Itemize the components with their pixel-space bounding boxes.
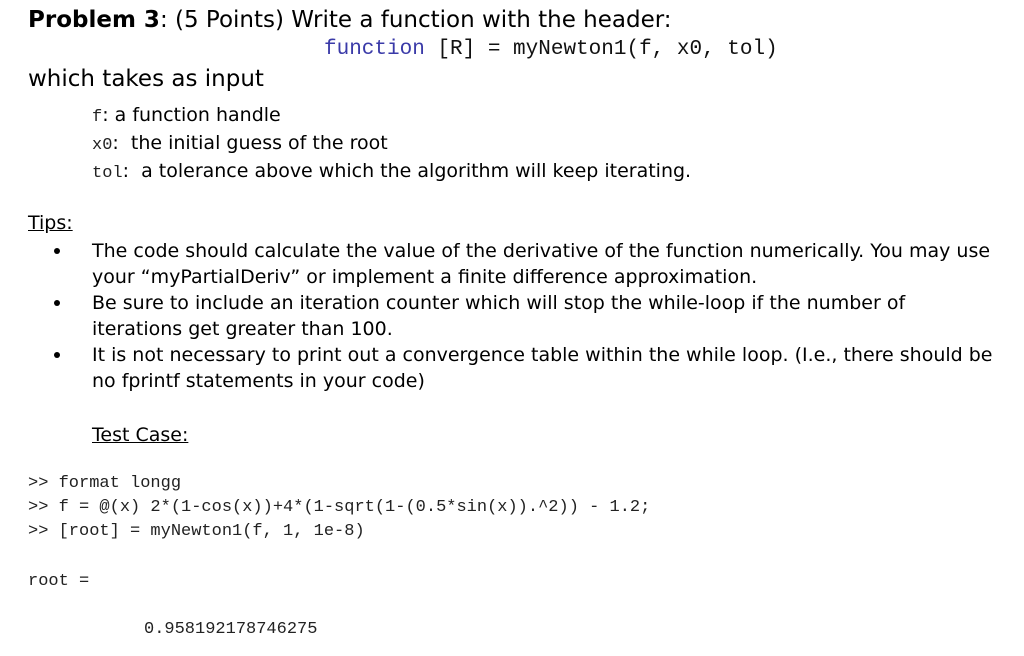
tip-text: It is not necessary to print out a convergence table within the while loop. (I.e., there should be no fprintf statements in your code) [92,344,993,392]
param-tol [92,160,691,183]
param-desc: : the initial guess of the root [112,132,388,154]
bullet-icon [54,352,60,358]
bullet-icon [54,248,60,254]
result-value: 0.958192178746275 [144,620,318,639]
param-desc: : a function handle [102,104,281,126]
tip-text: The code should calculate the value of the derivative of the function numerically. You may use your “myPartialDeriv” or implement a finite difference approximation. [92,240,991,288]
param-name: f [92,108,103,127]
param-name: tol [92,164,123,183]
param-name: x0 [92,136,113,155]
function-keyword: function [324,38,425,61]
tip-item [54,238,994,290]
function-signature: [R] = myNewton1(f, x0, tol) [424,38,778,61]
console-line: >> f = @(x) 2*(1-cos(x))+4*(1-sqrt(1-(0.5*sin(x)).^2)) - 1.2; [28,498,651,517]
tip-item [54,342,994,394]
input-intro: which takes as input [28,66,264,92]
tips-list [54,238,994,394]
console-line: >> format longg [28,474,182,493]
problem-number: Problem 3 [28,7,160,33]
bullet-icon [54,300,60,306]
function-header [324,38,778,61]
param-f [92,104,281,127]
param-desc: : a tolerance above which the algorithm will keep iterating. [122,160,692,182]
tips-heading: Tips: [28,212,73,234]
problem-instruction: : (5 Points) Write a function with the header: [159,7,672,33]
param-x0 [92,132,388,155]
result-label: root = [28,572,90,591]
console-line: >> [root] = myNewton1(f, 1, 1e-8) [28,522,365,541]
test-case-heading: Test Case: [92,424,189,446]
problem-title [28,7,672,33]
tip-item [54,290,994,342]
tip-text: Be sure to include an iteration counter which will stop the while-loop if the number of iterations get greater than 100. [92,292,906,340]
